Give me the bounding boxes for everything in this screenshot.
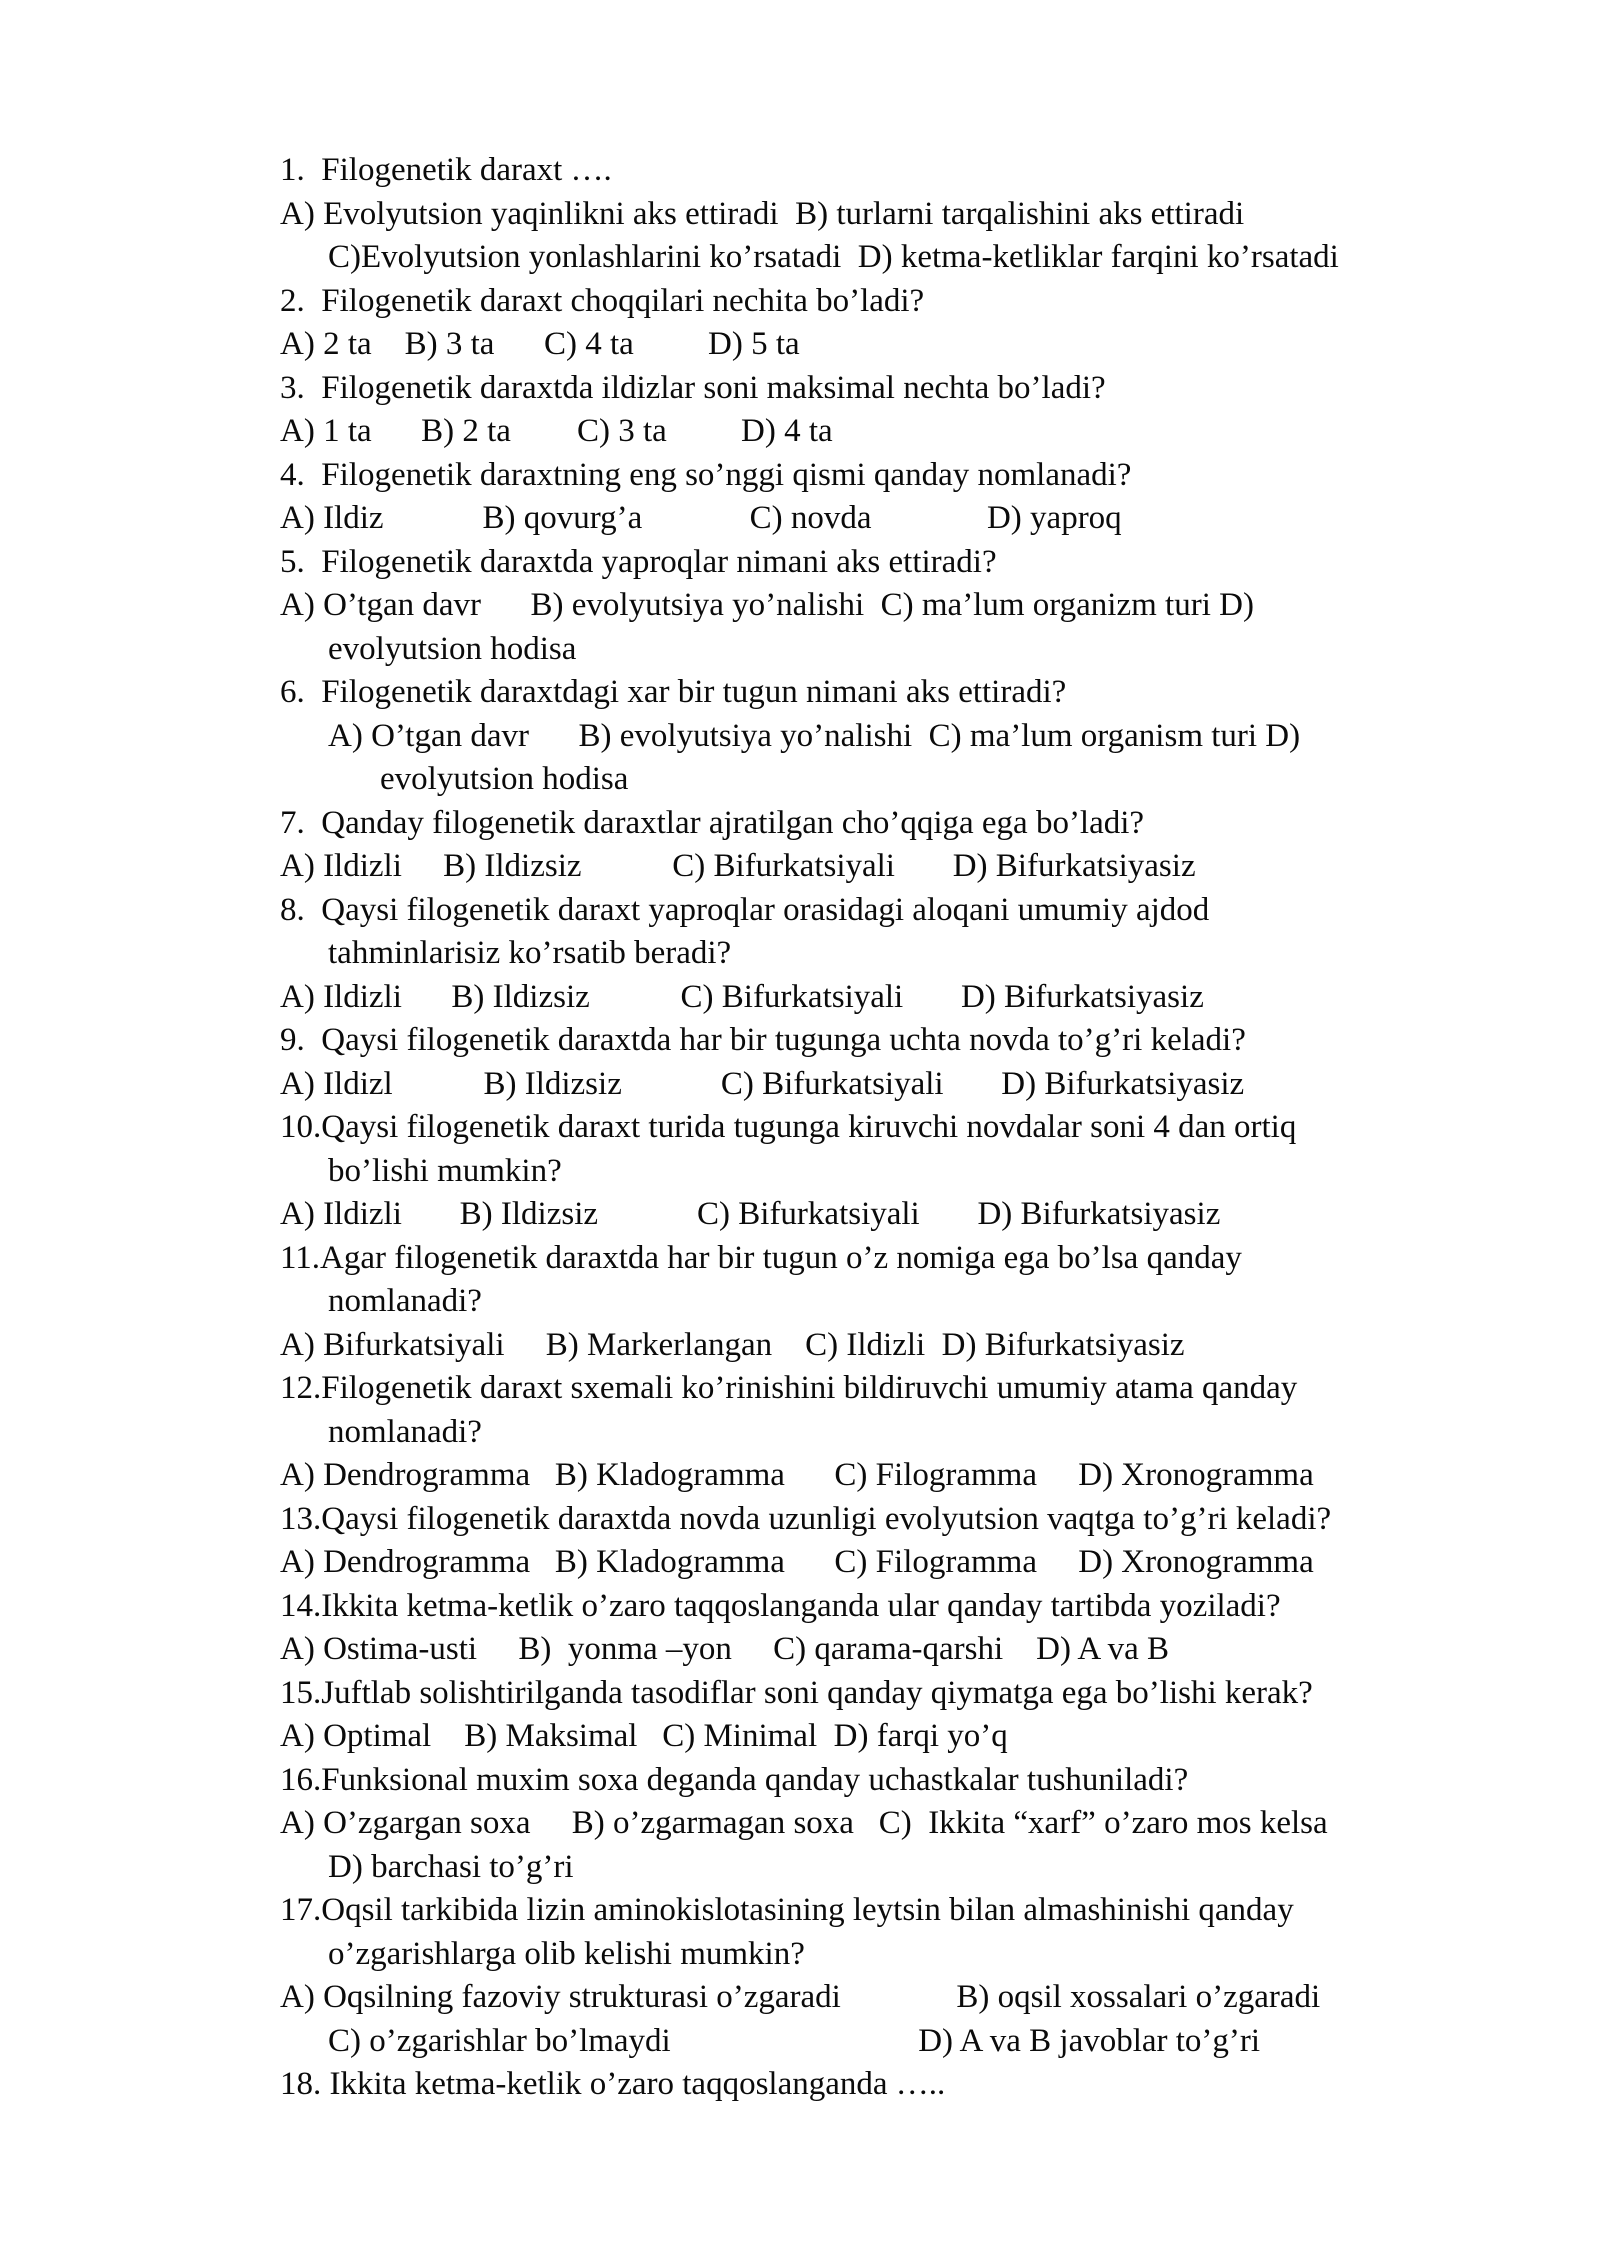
question-q5-line: 5. Filogenetik daraxtda yaproqlar nimani aks ettiradi? <box>280 543 997 580</box>
options-q7-line: A) Ildizli B) Ildizsiz C) Bifurkatsiyali D) Bifurkatsiyasiz <box>280 848 1196 884</box>
question-q18-line: 18. Ikkita ketma-ketlik o’zaro taqqoslanganda ….. <box>280 2066 946 2102</box>
options-q10-line: A) Ildizli B) Ildizsiz C) Bifurkatsiyali D) Bifurkatsiyasiz <box>280 1196 1221 1232</box>
options-q9-line: A) Ildizl B) Ildizsiz C) Bifurkatsiyali D) Bifurkatsiyasiz <box>280 1065 1245 1102</box>
question-continuation-q8-line: tahminlarisiz ko’rsatib beradi? <box>328 935 732 971</box>
question-q12-line: 12.Filogenetik daraxt sxemali ko’rinishini bildiruvchi umumiy atama qanday <box>280 1370 1298 1406</box>
question-q11-line: 11.Agar filogenetik daraxtda har bir tugun o’z nomiga ega bo’lsa qanday <box>280 1239 1242 1276</box>
options-continuation-q6-line: evolyutsion hodisa <box>380 761 629 797</box>
options-q13-line: A) Dendrogramma B) Kladogramma C) Filogramma D) Xronogramma <box>280 1544 1314 1580</box>
options-q2-line: A) 2 ta B) 3 ta C) 4 ta D) 5 ta <box>280 326 800 362</box>
options-q11-line: A) Bifurkatsiyali B) Markerlangan C) Ildizli D) Bifurkatsiyasiz <box>280 1326 1185 1363</box>
question-continuation-q10-line: bo’lishi mumkin? <box>328 1152 562 1189</box>
options-q12-line: A) Dendrogramma B) Kladogramma C) Filogramma D) Xronogramma <box>280 1457 1314 1493</box>
options-q6-line: A) O’tgan davr B) evolyutsiya yo’nalishi C) ma’lum organism turi D) <box>328 717 1301 754</box>
question-continuation-q11-line: nomlanadi? <box>328 1283 482 1319</box>
options-q8-line: A) Ildizli B) Ildizsiz C) Bifurkatsiyali D) Bifurkatsiyasiz <box>280 978 1204 1015</box>
options-continuation-q16-line: D) barchasi to’g’ri <box>328 1848 574 1885</box>
question-q4-line: 4. Filogenetik daraxtning eng so’nggi qismi qanday nomlanadi? <box>280 456 1132 493</box>
options-q17-line: A) Oqsilning fazoviy strukturasi o’zgaradi B) oqsil xossalari o’zgaradi <box>280 1979 1321 2015</box>
question-q1-line: 1. Filogenetik daraxt …. <box>280 152 612 188</box>
question-q13-line: 13.Qaysi filogenetik daraxtda novda uzunligi evolyutsion vaqtga to’g’ri keladi? <box>280 1500 1332 1537</box>
question-q3-line: 3. Filogenetik daraxtda ildizlar soni maksimal nechta bo’ladi? <box>280 369 1106 406</box>
question-continuation-q17-line: o’zgarishlarga olib kelishi mumkin? <box>328 1935 805 1972</box>
question-q9-line: 9. Qaysi filogenetik daraxtda har bir tugunga uchta novda to’g’ri keladi? <box>280 1022 1246 1058</box>
question-q2-line: 2. Filogenetik daraxt choqqilari nechita bo’ladi? <box>280 282 925 319</box>
options-q3-line: A) 1 ta B) 2 ta C) 3 ta D) 4 ta <box>280 413 833 449</box>
question-q16-line: 16.Funksional muxim soxa deganda qanday uchastkalar tushuniladi? <box>280 1761 1189 1798</box>
options-q17-line: C) o’zgarishlar bo’lmaydi D) A va B javoblar to’g’ri <box>328 2022 1261 2059</box>
question-q6-line: 6. Filogenetik daraxtdagi xar bir tugun nimani aks ettiradi? <box>280 674 1067 710</box>
question-q15-line: 15.Juftlab solishtirilganda tasodiflar soni qanday qiymatga ega bo’lishi kerak? <box>280 1674 1313 1711</box>
question-q17-line: 17.Oqsil tarkibida lizin aminokislotasining leytsin bilan almashinishi qanday <box>280 1892 1294 1928</box>
question-continuation-q12-line: nomlanadi? <box>328 1413 482 1450</box>
options-q1-line: A) Evolyutsion yaqinlikni aks ettiradi B) turlarni tarqalishini aks ettiradi <box>280 195 1245 232</box>
question-q7-line: 7. Qanday filogenetik daraxtlar ajratilgan cho’qqiga ega bo’ladi? <box>280 804 1145 841</box>
options-continuation-q5-line: evolyutsion hodisa <box>328 630 577 667</box>
options-q5-line: A) O’tgan davr B) evolyutsiya yo’nalishi C) ma’lum organizm turi D) <box>280 587 1254 623</box>
options-q14-line: A) Ostima-usti B) yonma –yon C) qarama-qarshi D) A va B <box>280 1631 1170 1667</box>
options-continuation-q1-line: C)Evolyutsion yonlashlarini ko’rsatadi D) ketma-ketliklar farqini ko’rsatadi <box>328 239 1339 275</box>
options-q4-line: A) Ildiz B) qovurg’a C) novda D) yaproq <box>280 500 1122 536</box>
question-q8-line: 8. Qaysi filogenetik daraxt yaproqlar orasidagi aloqani umumiy ajdod <box>280 891 1210 928</box>
question-q14-line: 14.Ikkita ketma-ketlik o’zaro taqqoslanganda ular qanday tartibda yoziladi? <box>280 1587 1281 1624</box>
options-q16-line: A) O’zgargan soxa B) o’zgarmagan soxa C) Ikkita “xarf” o’zaro mos kelsa <box>280 1805 1328 1841</box>
question-q10-line: 10.Qaysi filogenetik daraxt turida tugunga kiruvchi novdalar soni 4 dan ortiq <box>280 1109 1297 1145</box>
quiz-text-block <box>0 149 1600 2107</box>
options-q15-line: A) Optimal B) Maksimal C) Minimal D) farqi yo’q <box>280 1718 1008 1754</box>
